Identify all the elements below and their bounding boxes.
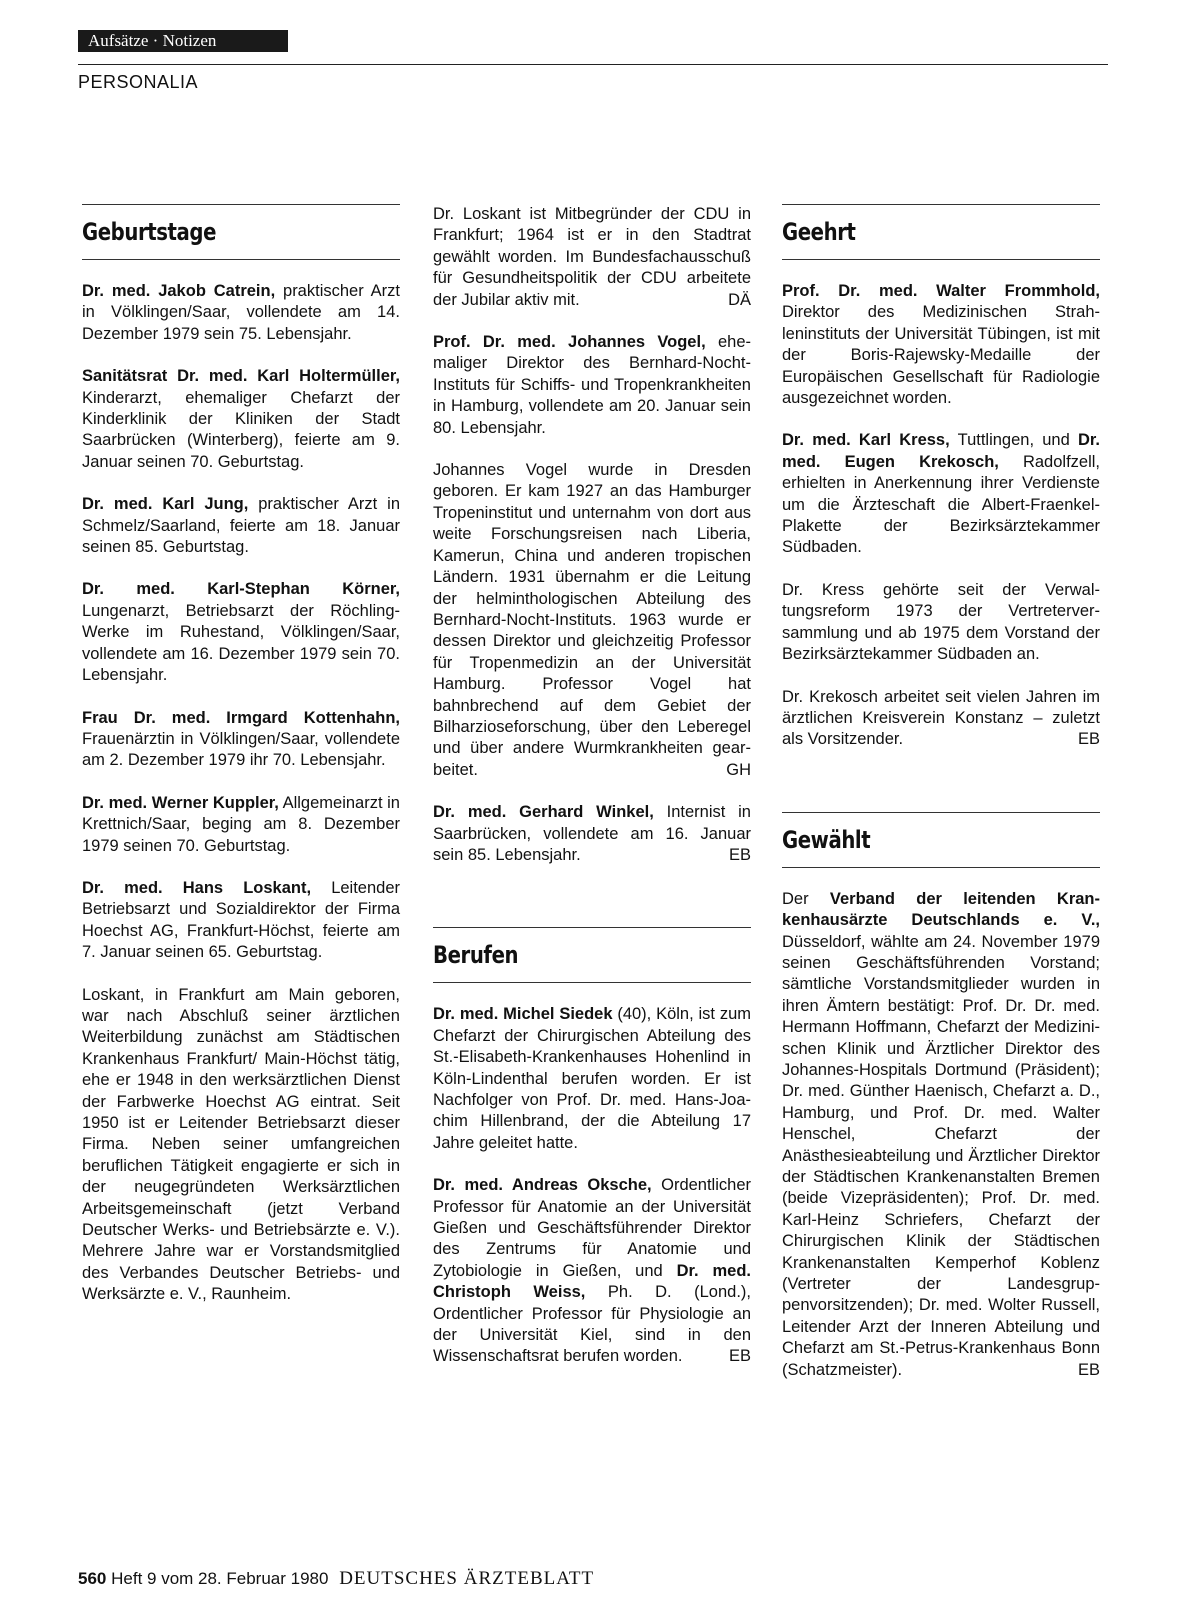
entry-paragraph: [82, 281, 400, 345]
entry-paragraph: [82, 878, 400, 964]
person-name: Dr. med. Karl-Stephan Körner,: [82, 580, 400, 599]
person-name: Dr. med. Gerhard Winkel,: [433, 803, 654, 822]
entry-paragraph: [433, 1175, 751, 1368]
author-initials: GH: [726, 760, 751, 779]
heading-gewaehlt: [782, 812, 1100, 868]
person-name: Prof. Dr. med. Walter Frommhold,: [782, 282, 1100, 300]
body-text: Dr. Krekosch arbeitet seit vielen Jahren im ärztlichen Kreisverein Konstanz – zuletzt als Vorsitzender.: [782, 687, 1100, 749]
heading-geburtstage: [82, 204, 400, 260]
entry-paragraph: [433, 332, 751, 439]
entry-text: Radolfzell, erhielten in Anerkennung ihrer Verdienste um die Ärzteschaft die Albert-Fraenkel-Plakette der Bezirksärztekammer Südbaden.: [782, 452, 1100, 557]
entry-paragraph: [782, 430, 1100, 558]
heading-text: Gewählt: [782, 825, 871, 854]
body-text: Dr. Loskant ist Mitbegründer der CDU in Frankfurt; 1964 ist er in den Stadtrat gewählt worden. Im Bundesfachausschuß für Gesundheitspolitik der CDU arbeitete der Jubilar aktiv mit.: [433, 205, 751, 309]
body-paragraph: Dr. Kress gehörte seit der Verwaltungsreform 1973 der Vertreterversammlung und ab 1975 dem Vorstand der Bezirksärztekammer Südbaden an.: [782, 580, 1100, 664]
body-paragraph: [433, 460, 751, 781]
entry-text: ehemaliger Direktor des Bernhard-Nocht-Instituts für Schiffs- und Tropenkrankheiten in Hamburg, vollendete am 20. Januar sein 80. Lebensjahr.: [433, 333, 751, 437]
person-name: Dr. med. Hans Loskant,: [82, 878, 312, 897]
author-initials: DÄ: [728, 290, 751, 309]
person-name: Dr. med. Christoph Weiss,: [433, 1261, 752, 1302]
person-name: Dr. med. Karl Jung,: [82, 495, 249, 514]
entry-text: Der: [782, 889, 830, 908]
entry-paragraph: [782, 889, 1100, 1381]
body-text: Johannes Vogel wurde in Dresden geboren. Er kam 1927 an das Hamburger Tropeninstitut und unternahm von dort aus weite Forschungsreisen nach Liberia, Kamerun, China und anderen tropischen Ländern. 1931 übernahm er die Leitung der helminthologischen Abteilung des Bernhard-Nocht-Instituts. 1963 wurde er dessen Direktor und gleichzeitig Professor für Tropenmedizin an der Universität Hamburg. Professor Vogel hat bahnbrechend auf dem Gebiet der Bilharzioseforschung, über den Leberegel und über andere Wurmkrankheiten gearbeitet.: [433, 461, 751, 779]
heading-text: Berufen: [433, 941, 519, 970]
entry-text: Ordentlicher Professor für Anatomie an der Universität Gießen und Geschäftsführender Direktor des Zentrums für Anatomie und Zytobiologie in Gießen, und: [433, 1176, 751, 1280]
heading-berufen: [433, 927, 751, 983]
entry-text: Tuttlingen, und: [949, 431, 1078, 450]
author-initials: EB: [1077, 730, 1100, 749]
entry-text: Lungenarzt, Betriebsarzt der Röchling-Werke im Ruhestand, Völklingen/Saar, vollendete am 16. Dezember 1979 sein 70. Lebensjahr.: [82, 601, 400, 685]
entry-text: Allgemeinarzt in Krettnich/Saar, beging am 8. Dezember 1979 seinen 70. Geburtstag.: [82, 793, 400, 855]
author-initials: EB: [728, 1347, 751, 1366]
person-name: Sanitätsrat Dr. med. Karl Holtermüller,: [82, 367, 400, 386]
organization-name: Verband der leitenden Krankenhausärzte Deutschlands e. V.,: [782, 889, 1101, 930]
section-label: PERSONALIA: [78, 72, 199, 92]
entry-text: Frauenärztin in Völklingen/Saar, vollendete am 2. Dezember 1979 ihr 70. Lebensjahr.: [82, 729, 400, 770]
entry-text: Kinderarzt, ehemaliger Chefarzt der Kinderklinik der Kliniken der Stadt Saarbrücken (Winterberg), feierte am 9. Januar seinen 70. Geburtstag.: [82, 388, 400, 471]
publication-title: DEUTSCHES ÄRZTEBLATT: [339, 1568, 595, 1589]
column-1: [82, 204, 400, 1327]
header-rule: [78, 64, 1108, 65]
body-paragraph: [782, 687, 1100, 751]
section-gap: [433, 887, 751, 927]
heading-geehrt: [782, 204, 1100, 260]
entry-paragraph: [82, 708, 400, 772]
entry-paragraph: [433, 1004, 751, 1154]
person-name: Dr. med. Karl Kress,: [782, 431, 950, 450]
column-2: [433, 204, 751, 1389]
author-initials: EB: [1077, 1360, 1100, 1379]
entry-text: Leitender Betriebsarzt und Sozialdirektor der Firma Hoechst AG, Frankfurt-Höchst, feierte am 7. Januar seinen 65. Geburtstag.: [82, 878, 401, 962]
issue-info: Heft 9 vom 28. Februar 1980: [111, 1569, 329, 1588]
person-name: Dr. med. Werner Kuppler,: [82, 793, 279, 812]
person-name: Frau Dr. med. Irmgard Kottenhahn,: [82, 708, 400, 727]
entry-paragraph: [82, 579, 400, 686]
person-name: Dr. med. Michel Siedek: [433, 1005, 613, 1024]
entry-text: (40), Köln, ist zum Chefarzt der Chirurgischen Abteilung des St.-Elisabeth-Krankenhauses Hohenlind in Köln-Lindenthal berufen worden. Er ist Nachfolger von Prof. Dr. med. Hans-Joachim Hillenbrand, der die Abteilung 17 Jahre geleitet hatte.: [433, 1005, 751, 1152]
rubric-label: Aufsätze · Notizen: [78, 30, 288, 52]
entry-text: Düsseldorf, wählte am 24. November 1979 seinen Geschäftsführenden Vorstand; sämtliche Vorstandsmitglieder wurden in ihren Ämtern bestätigt: Prof. Dr. Dr. med. Hermann Hoffmann, Chefarzt der Medizinischen Klinik und Ärztlicher Direktor des Johannes-Hospitals Dortmund (Präsident); Dr. med. Günther Haenisch, Chefarzt a. D., Hamburg, und Prof. Dr. med. Walter Henschel, Chefarzt der Anästhesieabteilung und Ärztlicher Direktor der Städtischen Krankenanstalten Bremen (beide Vizepräsidenten); Prof. Dr. med. Karl-Heinz Schriefers, Chefarzt der Chirurgischen Klinik der Städtischen Krankenanstalten Kemperhof Koblenz (Vertreter der Landesgruppenvorsitzenden); Dr. med. Wolter Russell, Leitender Arzt der Inneren Abteilung und Chefarzt am St.-Petrus-Krankenhaus Bonn (Schatzmeister).: [782, 932, 1100, 1379]
entry-paragraph: [82, 366, 400, 473]
entry-text: Direktor des Medizinischen Strahleninstituts der Universität Tübingen, ist mit der Boris-Rajewsky-Medaille der Europäischen Gesellschaft für Radiologie ausgezeichnet worden.: [782, 303, 1100, 408]
entry-text: praktischer Arzt in Schmelz/Saarland, feierte am 18. Januar seinen 85. Geburtstag.: [82, 495, 400, 557]
entry-text: Ph. D. (Lond.), Ordentlicher Professor für Physiologie an der Universität Kiel, sind in den Wissenschaftsrat berufen worden.: [433, 1283, 752, 1366]
page-number: 560: [78, 1569, 107, 1588]
person-name: Prof. Dr. med. Johannes Vogel,: [433, 333, 706, 352]
entry-paragraph: [782, 281, 1100, 409]
person-name: Dr. med. Jakob Catrein,: [82, 282, 276, 300]
column-3: [782, 204, 1100, 1402]
body-paragraph: Loskant, in Frankfurt am Main geboren, war nach Abschluß seiner ärztlichen Weiterbildung zunächst am Städtischen Krankenhaus Frankfurt/ Main-Höchst tätig, ehe er 1948 in den werksärztlichen Dienst der Farbwerke Hoechst AG eintrat. Seit 1950 ist er Leitender Betriebsarzt dieser Firma. Neben seiner umfangreichen beruflichen Tätigkeit engagierte er sich in der neugegründeten Werksärztlichen Arbeitsgemeinschaft (jetzt Verband Deutscher Werks- und Betriebsärzte e. V.). Mehrere Jahre war er Vorstandsmitglied des Verbandes Deutscher Betriebs- und Werksärzte e. V., Raunheim.: [82, 985, 400, 1304]
person-name: Dr. med. Andreas Oksche,: [433, 1176, 652, 1195]
body-paragraph: [433, 204, 751, 311]
author-initials: EB: [728, 845, 751, 864]
entry-text: praktischer Arzt in Völklingen/Saar, vollendete am 14. Dezember 1979 sein 75. Lebensjahr.: [82, 282, 400, 343]
heading-text: Geburtstage: [82, 218, 217, 246]
entry-paragraph: [82, 494, 400, 558]
person-name: Dr. med. Eugen Krekosch,: [782, 431, 1101, 471]
section-gap: [782, 772, 1100, 812]
page-footer: [78, 1568, 594, 1590]
entry-text: Internist in Saarbrücken, vollendete am 16. Januar sein 85. Lebensjahr.: [433, 803, 751, 864]
heading-text: Geehrt: [782, 218, 856, 246]
entry-paragraph: [82, 793, 400, 857]
entry-paragraph: [433, 802, 751, 866]
